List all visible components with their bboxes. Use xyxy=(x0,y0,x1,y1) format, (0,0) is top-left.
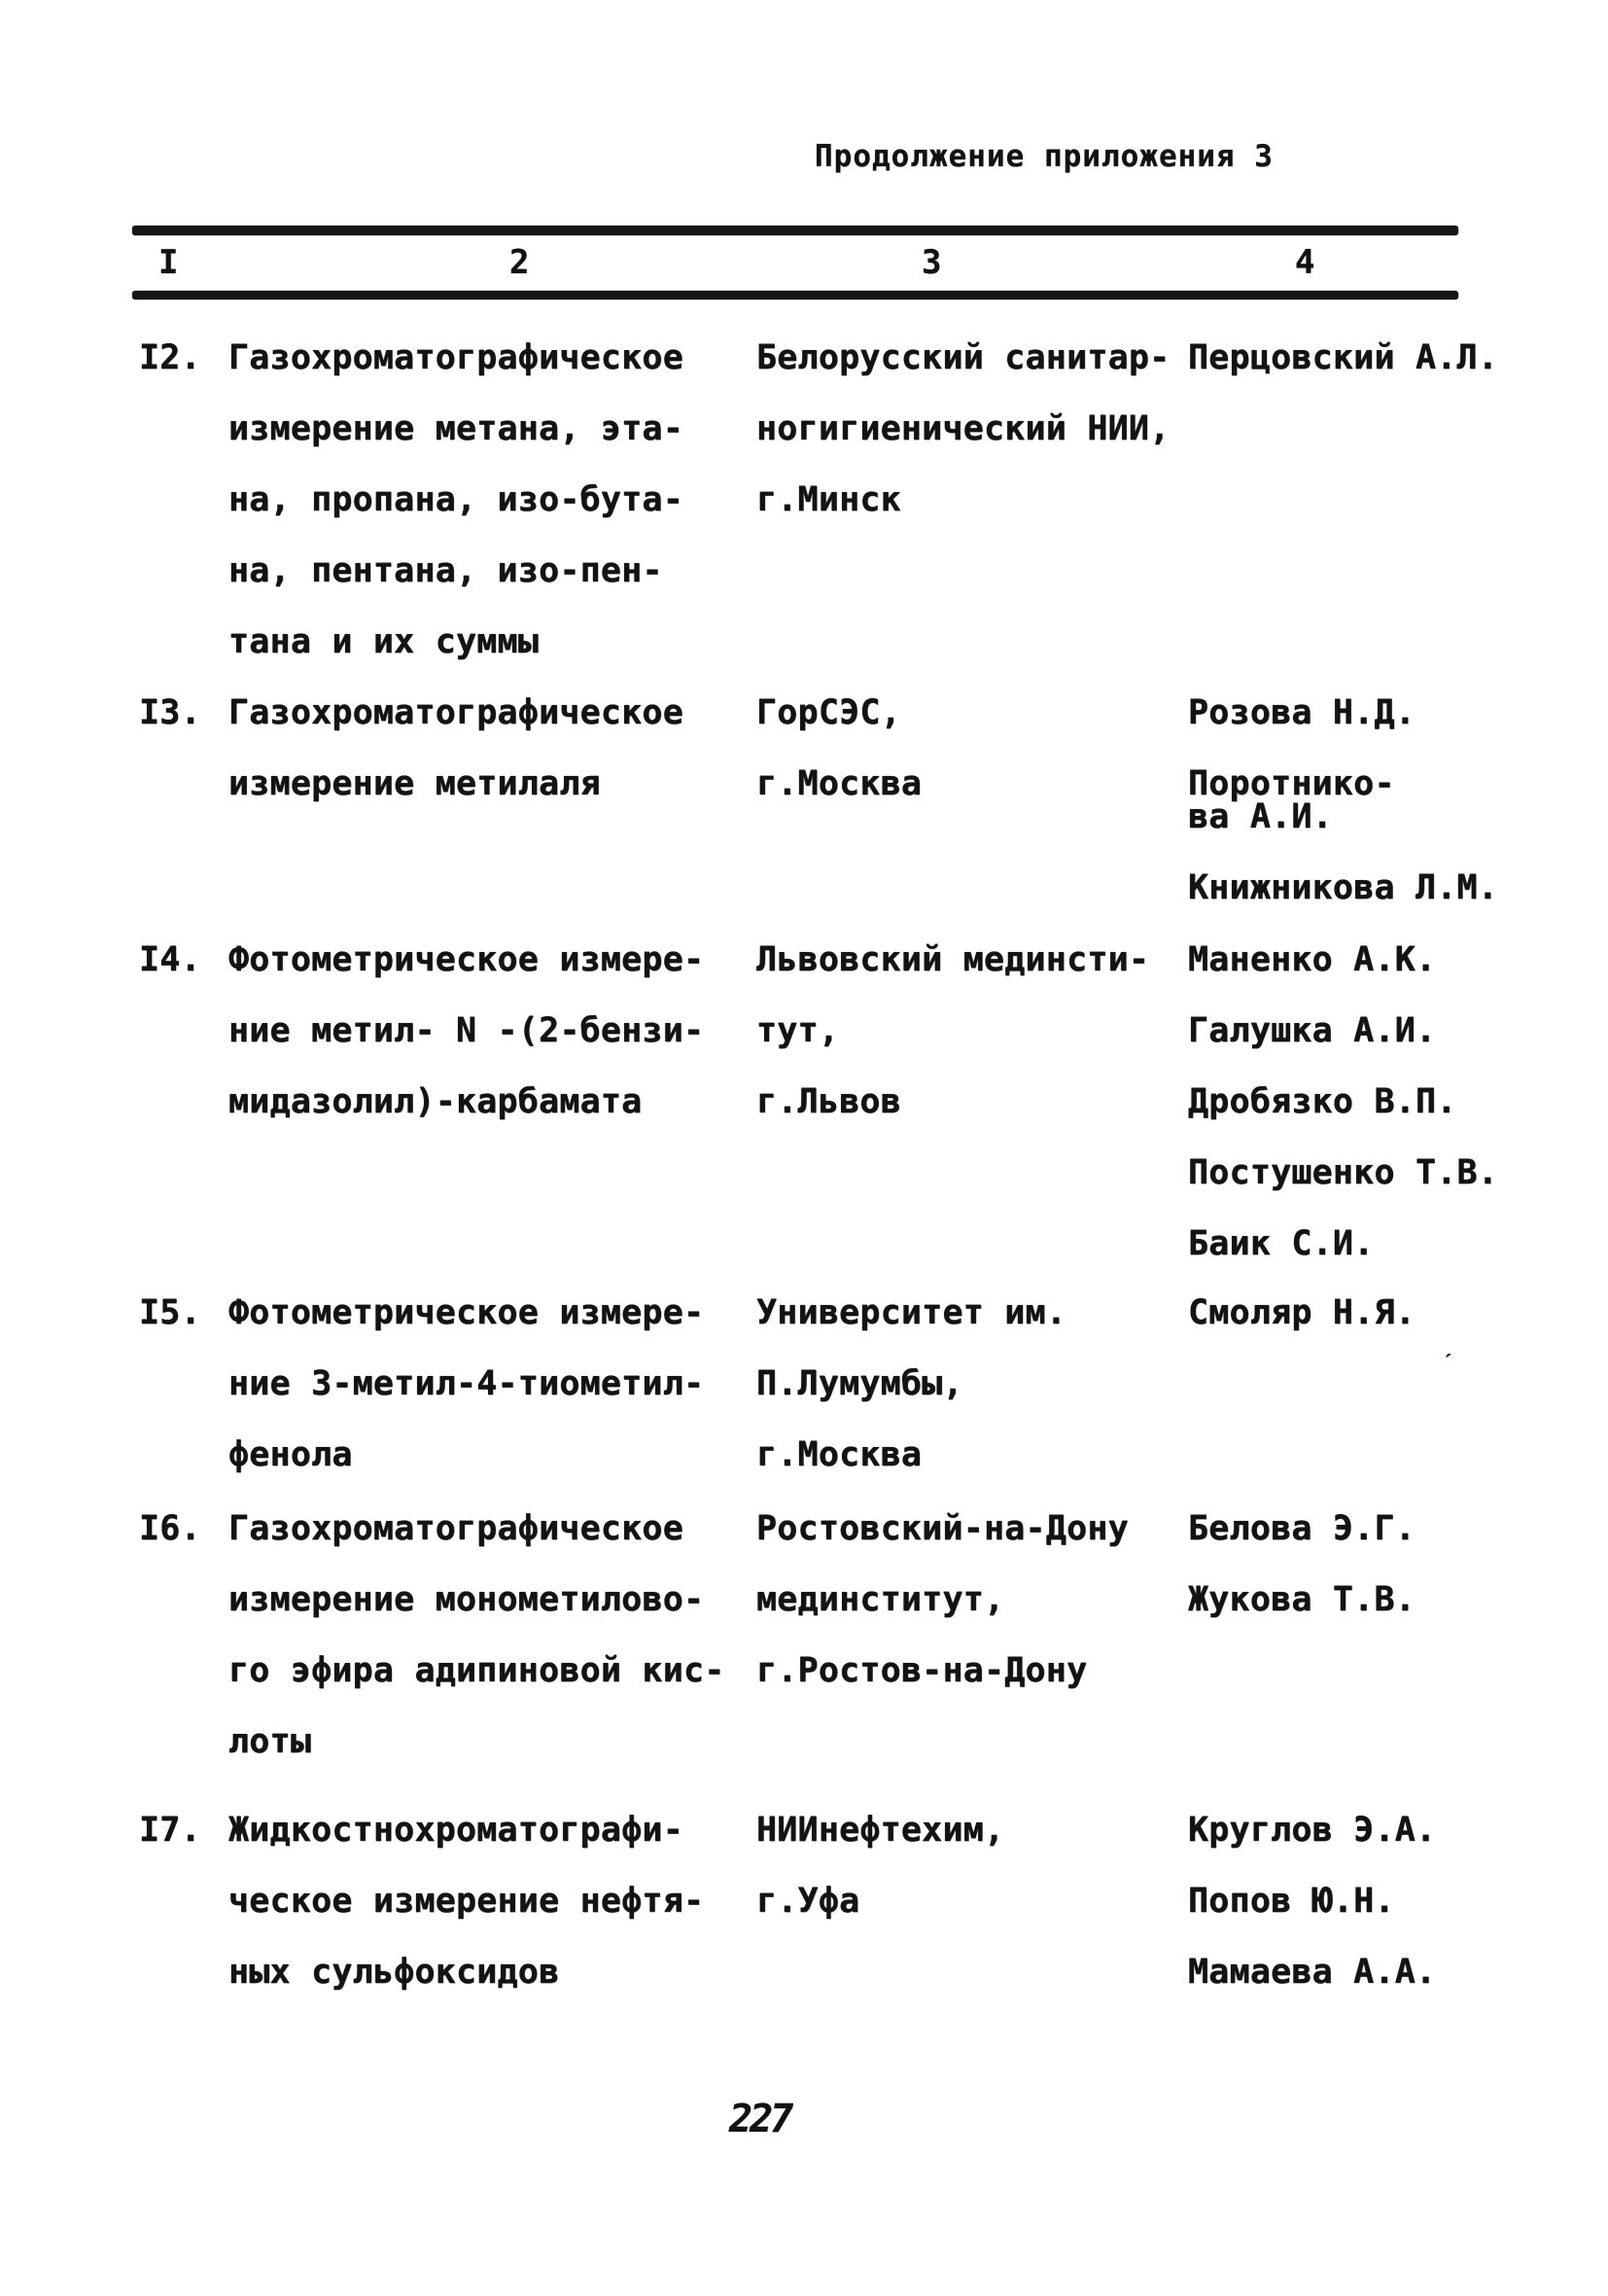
author-name: Белова Э.Г. xyxy=(1188,1509,1416,1548)
method-line: измерение метилаля xyxy=(228,764,601,803)
method-line: измерение метана, эта- xyxy=(228,409,683,448)
column-header-4: 4 xyxy=(1295,243,1315,282)
organization-line: г.Минск xyxy=(756,480,901,519)
appendix-continuation-title: Продолжение приложения 3 xyxy=(815,139,1274,174)
organization-line: Университет им. xyxy=(756,1293,1067,1332)
author-name: Дробязко В.П. xyxy=(1188,1082,1457,1121)
method-line: Газохроматографическое xyxy=(228,693,683,732)
author-name: Круглов Э.А. xyxy=(1188,1811,1437,1850)
method-line: Фотометрическое измере- xyxy=(228,1293,705,1332)
method-line: Жидкостнохроматографи- xyxy=(228,1811,683,1850)
organization-line: г.Москва xyxy=(756,1435,923,1474)
method-line: тана и их суммы xyxy=(228,622,540,661)
organization-line: тут, xyxy=(756,1011,840,1050)
row-number: I3. xyxy=(139,693,201,732)
author-name: Попов Ю.Н. xyxy=(1188,1882,1395,1921)
author-name: Поротнико- xyxy=(1188,764,1395,803)
organization-line: г.Уфа xyxy=(756,1882,860,1921)
method-line: фенола xyxy=(228,1435,353,1474)
table-top-rule xyxy=(132,226,1458,235)
method-line: Фотометрическое измере- xyxy=(228,940,705,979)
author-name: Маненко А.К. xyxy=(1188,940,1437,979)
method-line: ческое измерение нефтя- xyxy=(228,1882,705,1921)
organization-line: Ростовский-на-Дону xyxy=(756,1509,1129,1548)
author-name: Постушенко Т.В. xyxy=(1188,1153,1499,1192)
page-number: 227 xyxy=(729,2097,791,2141)
method-line: на, пропана, изо-бута- xyxy=(228,480,683,519)
organization-line: ногигиенический НИИ, xyxy=(756,409,1171,448)
column-header-1: I xyxy=(158,243,179,282)
author-name: Розова Н.Д. xyxy=(1188,693,1416,732)
method-line: мидазолил)-карбамата xyxy=(228,1082,643,1121)
author-name: Мамаева А.А. xyxy=(1188,1953,1437,1992)
method-line: ние 3-метил-4-тиометил- xyxy=(228,1364,705,1403)
author-name: Книжникова Л.М. xyxy=(1188,868,1499,907)
row-number: I7. xyxy=(139,1811,201,1850)
organization-line: мединститут, xyxy=(756,1580,1005,1619)
method-line: го эфира адипиновой кис- xyxy=(228,1651,725,1690)
organization-line: Белорусский санитар- xyxy=(756,338,1171,377)
organization-line: г.Львов xyxy=(756,1082,901,1121)
method-line: лоты xyxy=(228,1722,312,1761)
author-name: ва А.И. xyxy=(1188,797,1333,836)
method-line: на, пентана, изо-пен- xyxy=(228,551,663,590)
row-number: I5. xyxy=(139,1293,201,1332)
table-header-rule xyxy=(132,291,1458,300)
column-header-2: 2 xyxy=(509,243,530,282)
row-number: I2. xyxy=(139,338,201,377)
method-line: Газохроматографическое xyxy=(228,1509,683,1548)
author-name: Жукова Т.В. xyxy=(1188,1580,1416,1619)
method-line: измерение монометилово- xyxy=(228,1580,705,1619)
scan-artifact-mark: ˊ xyxy=(1441,1350,1456,1379)
column-header-3: 3 xyxy=(922,243,942,282)
organization-line: ГорСЭС, xyxy=(756,693,901,732)
author-name: Баик С.И. xyxy=(1188,1224,1375,1263)
organization-line: П.Лумумбы, xyxy=(756,1364,963,1403)
row-number: I6. xyxy=(139,1509,201,1548)
organization-line: г.Москва xyxy=(756,764,923,803)
organization-line: Львовский мединсти- xyxy=(756,940,1150,979)
author-name: Перцовский А.Л. xyxy=(1188,338,1499,377)
method-line: ных сульфоксидов xyxy=(228,1953,560,1992)
author-name: Галушка А.И. xyxy=(1188,1011,1437,1050)
method-line: ние метил- N -(2-бензи- xyxy=(228,1011,705,1050)
author-name: Смоляр Н.Я. xyxy=(1188,1293,1416,1332)
method-line: Газохроматографическое xyxy=(228,338,683,377)
organization-line: г.Ростов-на-Дону xyxy=(756,1651,1088,1690)
organization-line: НИИнефтехим, xyxy=(756,1811,1005,1850)
row-number: I4. xyxy=(139,940,201,979)
